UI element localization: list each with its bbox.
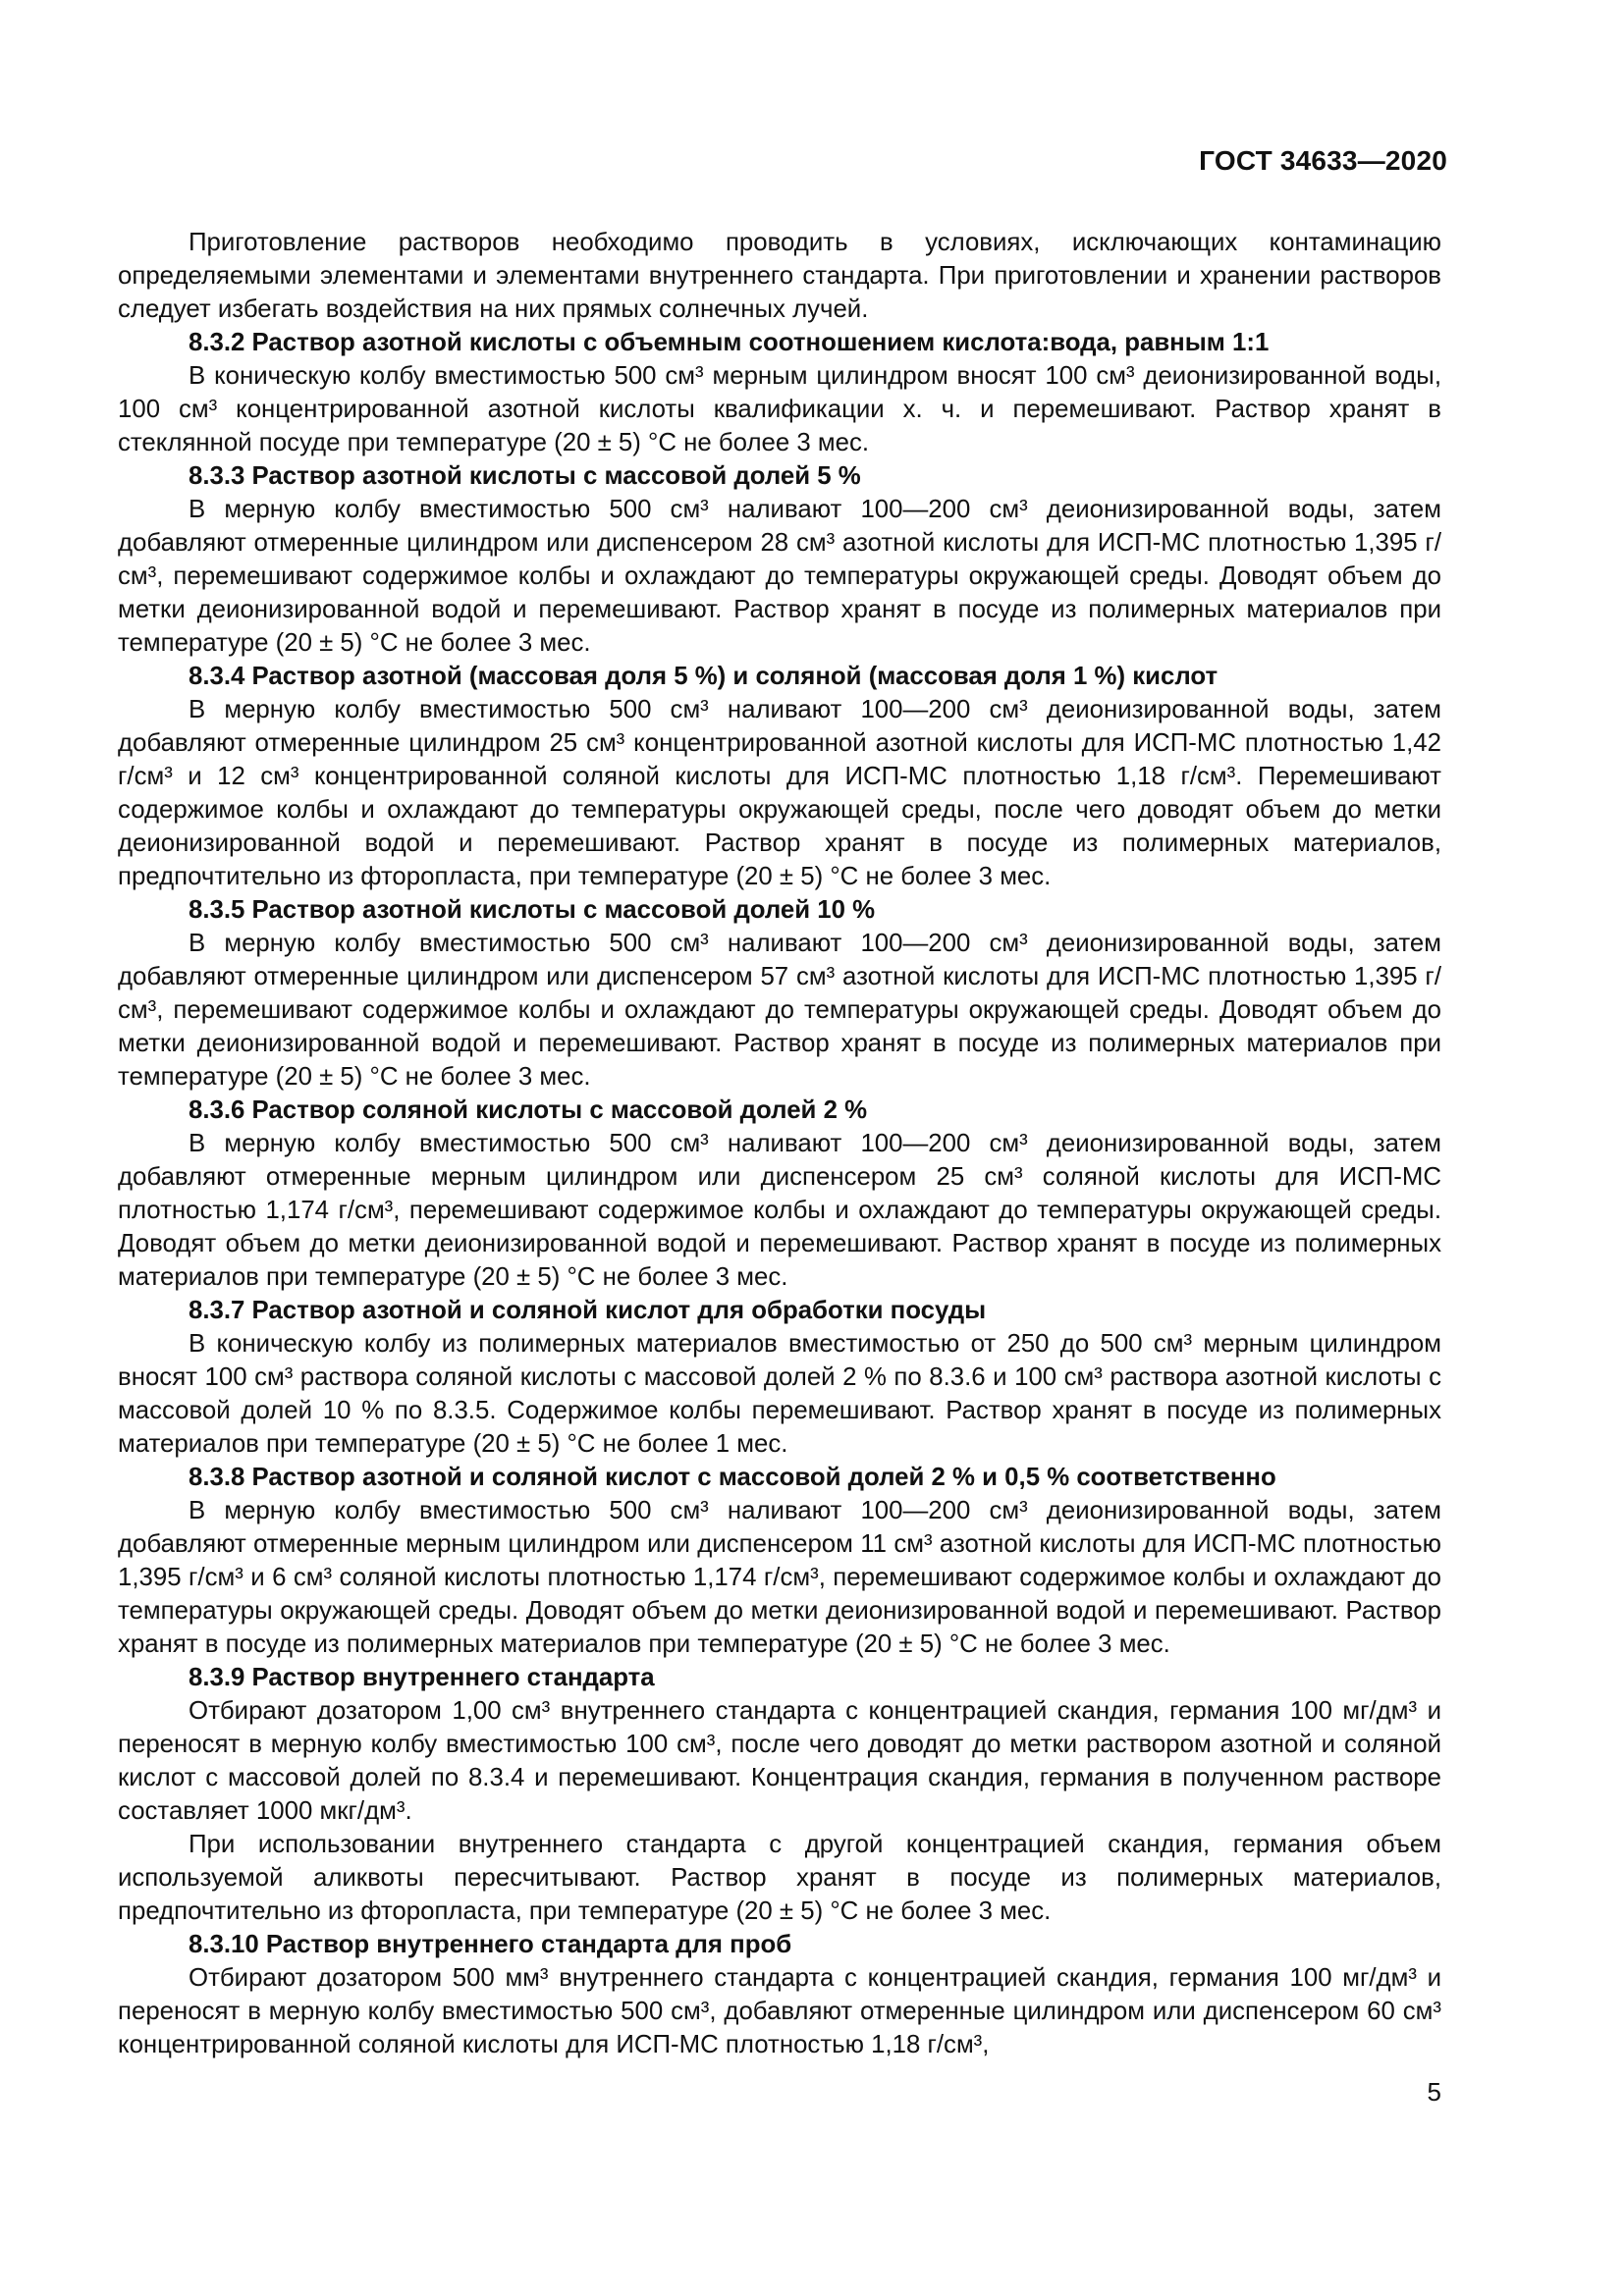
paragraph: В мерную колбу вместимостью 500 см³ наливают 100—200 см³ деионизированной воды, затем добавляют отмеренные цилиндром 25 см³ концентрированной азотной кислоты для ИСП-МС плотностью 1,42 г/см³ и 12 см³ концентрированной соляной кислоты для ИСП-МС плотностью 1,18 г/см³. Перемешивают содержимое колбы и охлаждают до температуры окружающей среды, после чего доводят объем до метки деионизированной водой и перемешивают. Раствор хранят в посуде из полимерных материалов, предпочтительно из фторопласта, при температуре (20 ± 5) °С не более 3 мес. [118,696,1441,890]
section-heading-8-3-7: 8.3.7 Раствор азотной и соляной кислот для обработки посуды [189,1297,987,1324]
section-heading-8-3-9: 8.3.9 Раствор внутреннего стандарта [189,1664,655,1691]
paragraph: Отбирают дозатором 1,00 см³ внутреннего стандарта с концентрацией скандия, германия 100 мг/дм³ и переносят в мерную колбу вместимостью 100 см³, после чего доводят до метки раствором азотной и соляной кислот с массовой долей по 8.3.4 и перемешивают. Концентрация скандия, германия в полученном растворе составляет 1000 мкг/дм³. [118,1697,1441,1825]
paragraph: В коническую колбу из полимерных материалов вместимостью от 250 до 500 см³ мерным цилиндром вносят 100 см³ раствора соляной кислоты с массовой долей 2 % по 8.3.6 и 100 см³ раствора азотной кислоты с массовой долей 10 % по 8.3.5. Содержимое колбы перемешивают. Раствор хранят в посуде из полимерных материалов при температуре (20 ± 5) °С не более 1 мес. [118,1330,1441,1458]
paragraph: В коническую колбу вместимостью 500 см³ мерным цилиндром вносят 100 см³ деионизированной воды, 100 см³ концентрированной азотной кислоты квалификации х. ч. и перемешивают. Раствор хранят в стеклянной посуде при температуре (20 ± 5) °С не более 3 мес. [118,362,1441,456]
paragraph: В мерную колбу вместимостью 500 см³ наливают 100—200 см³ деионизированной воды, затем добавляют отмеренные цилиндром или диспенсером 28 см³ азотной кислоты для ИСП-МС плотностью 1,395 г/см³, перемешивают содержимое колбы и охлаждают до температуры окружающей среды. Доводят объем до метки деионизированной водой и перемешивают. Раствор хранят в посуде из полимерных материалов при температуре (20 ± 5) °С не более 3 мес. [118,496,1441,657]
paragraph: Отбирают дозатором 500 мм³ внутреннего стандарта с концентрацией скандия, германия 100 мг/дм³ и переносят в мерную колбу вместимостью 500 см³, добавляют отмеренные цилиндром или диспенсером 60 см³ концентрированной соляной кислоты для ИСП-МС плотностью 1,18 г/см³, [118,1964,1441,2058]
section-heading-8-3-3: 8.3.3 Раствор азотной кислоты с массовой долей 5 % [189,462,861,490]
section-heading-8-3-5: 8.3.5 Раствор азотной кислоты с массовой долей 10 % [189,896,876,924]
document-body [118,226,1441,2061]
section-heading-8-3-4: 8.3.4 Раствор азотной (массовая доля 5 %) и соляной (массовая доля 1 %) кислот [189,663,1218,690]
paragraph: В мерную колбу вместимостью 500 см³ наливают 100—200 см³ деионизированной воды, затем добавляют отмеренные цилиндром или диспенсером 57 см³ азотной кислоты для ИСП-МС плотностью 1,395 г/см³, перемешивают содержимое колбы и охлаждают до температуры окружающей среды. Доводят объем до метки деионизированной водой и перемешивают. Раствор хранят в посуде из полимерных материалов при температуре (20 ± 5) °С не более 3 мес. [118,930,1441,1091]
paragraph: В мерную колбу вместимостью 500 см³ наливают 100—200 см³ деионизированной воды, затем добавляют отмеренные мерным цилиндром или диспенсером 25 см³ соляной кислоты для ИСП-МС плотностью 1,174 г/см³, перемешивают содержимое колбы и охлаждают до температуры окружающей среды. Доводят объем до метки деионизированной водой и перемешивают. Раствор хранят в посуде из полимерных материалов при температуре (20 ± 5) °С не более 3 мес. [118,1130,1441,1291]
paragraph: Приготовление растворов необходимо проводить в условиях, исключающих контаминацию определяемыми элементами и элементами внутреннего стандарта. При приготовлении и хранении растворов следует избегать воздействия на них прямых солнечных лучей. [118,229,1441,323]
section-heading-8-3-8: 8.3.8 Раствор азотной и соляной кислот с массовой долей 2 % и 0,5 % соответственно [189,1464,1276,1491]
document-header: ГОСТ 34633—2020 [1199,145,1447,176]
section-heading-8-3-6: 8.3.6 Раствор соляной кислоты с массовой долей 2 % [189,1096,868,1124]
paragraph: В мерную колбу вместимостью 500 см³ наливают 100—200 см³ деионизированной воды, затем добавляют отмеренные мерным цилиндром или диспенсером 11 см³ азотной кислоты для ИСП-МС плотностью 1,395 г/см³ и 6 см³ соляной кислоты плотностью 1,174 г/см³, перемешивают содержимое колбы и охлаждают до температуры окружающей среды. Доводят объем до метки деионизированной водой и перемешивают. Раствор хранят в посуде из полимерных материалов при температуре (20 ± 5) °С не более 3 мес. [118,1497,1441,1658]
page-number: 5 [1427,2077,1441,2107]
paragraph: При использовании внутреннего стандарта с другой концентрацией скандия, германия объем используемой аликвоты пересчитывают. Раствор хранят в посуде из полимерных материалов, предпочтительно из фторопласта, при температуре (20 ± 5) °С не более 3 мес. [118,1831,1441,1925]
section-heading-8-3-2: 8.3.2 Раствор азотной кислоты с объемным соотношением кислота:вода, равным 1:1 [189,329,1270,356]
section-heading-8-3-10: 8.3.10 Раствор внутреннего стандарта для проб [189,1931,792,1958]
